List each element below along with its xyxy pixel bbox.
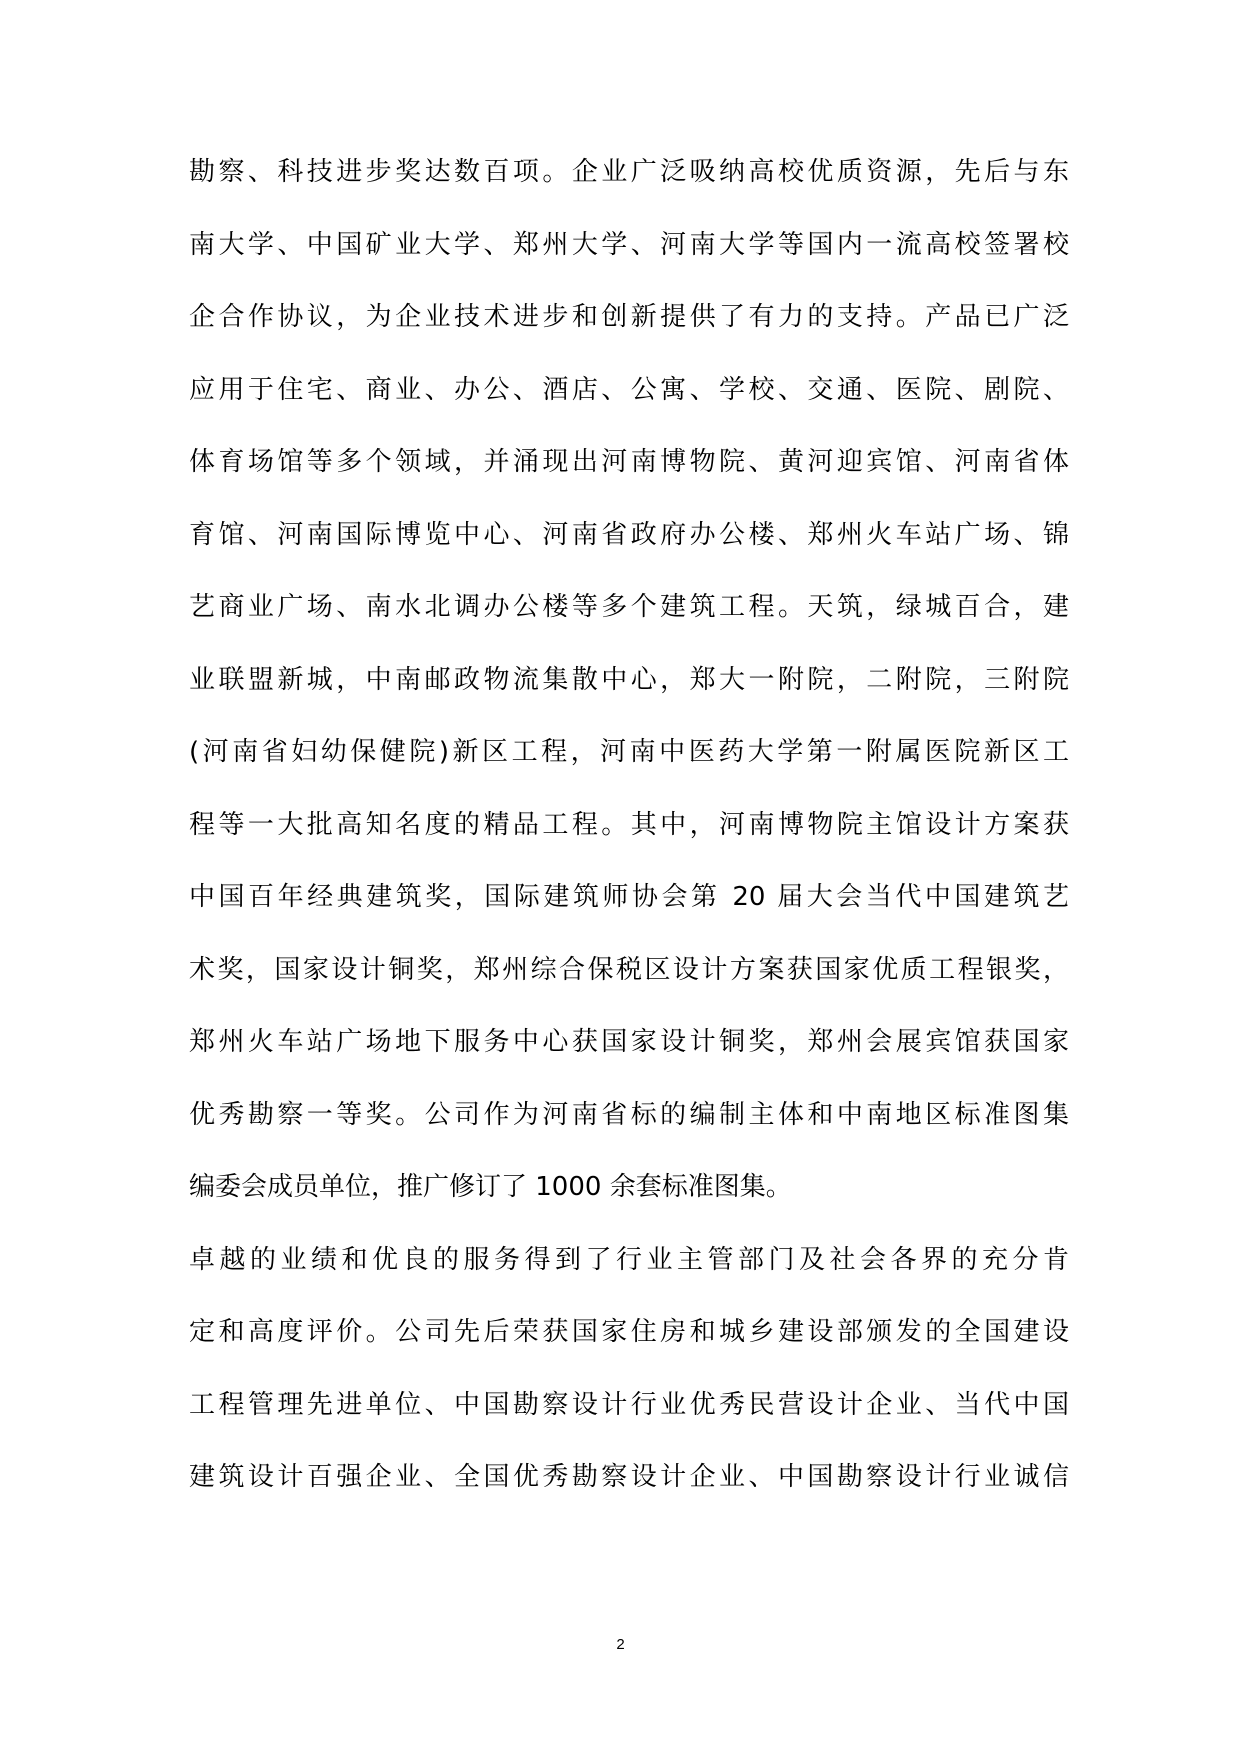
text-line: (河南省妇幼保健院)新区工程，河南中医药大学第一附属医院新区工: [189, 737, 1069, 767]
body-text: [189, 144, 1069, 1522]
text-line: 南大学、中国矿业大学、郑州大学、河南大学等国内一流高校签署校: [189, 229, 1069, 260]
text-line: 郑州火车站广场地下服务中心获国家设计铜奖，郑州会展宾馆获国家: [189, 1027, 1069, 1057]
text-line: 应用于住宅、商业、办公、酒店、公寓、学校、交通、医院、剧院、: [189, 374, 1069, 405]
page-number: 2: [616, 1636, 625, 1653]
text-line: 育馆、河南国际博览中心、河南省政府办公楼、郑州火车站广场、锦: [189, 519, 1069, 550]
text-line: 工程管理先进单位、中国勘察设计行业优秀民营设计企业、当代中国: [189, 1389, 1069, 1420]
text-line: 编委会成员单位，推广修订了 1000 余套标准图集。: [189, 1172, 792, 1202]
text-line: 定和高度评价。公司先后荣获国家住房和城乡建设部颁发的全国建设: [189, 1317, 1069, 1347]
text-line: 卓越的业绩和优良的服务得到了行业主管部门及社会各界的充分肯: [189, 1244, 1069, 1275]
text-line: 艺商业广场、南水北调办公楼等多个建筑工程。天筑，绿城百合，建: [189, 592, 1069, 622]
text-line: 建筑设计百强企业、全国优秀勘察设计企业、中国勘察设计行业诚信: [189, 1462, 1069, 1492]
text-line: 勘察、科技进步奖达数百项。企业广泛吸纳高校优质资源，先后与东: [189, 157, 1069, 187]
text-line: 程等一大批高知名度的精品工程。其中，河南博物院主馆设计方案获: [189, 809, 1069, 840]
text-line: 优秀勘察一等奖。公司作为河南省标的编制主体和中南地区标准图集: [189, 1099, 1069, 1130]
text-line: 体育场馆等多个领域，并涌现出河南博物院、黄河迎宾馆、河南省体: [189, 447, 1069, 477]
text-line: 术奖，国家设计铜奖，郑州综合保税区设计方案获国家优质工程银奖，: [189, 954, 1069, 985]
text-line: 业联盟新城，中南邮政物流集散中心，郑大一附院，二附院，三附院: [189, 664, 1069, 695]
text-line: 企合作协议，为企业技术进步和创新提供了有力的支持。产品已广泛: [189, 302, 1069, 332]
text-line: 中国百年经典建筑奖，国际建筑师协会第 20 届大会当代中国建筑艺: [189, 882, 1069, 912]
